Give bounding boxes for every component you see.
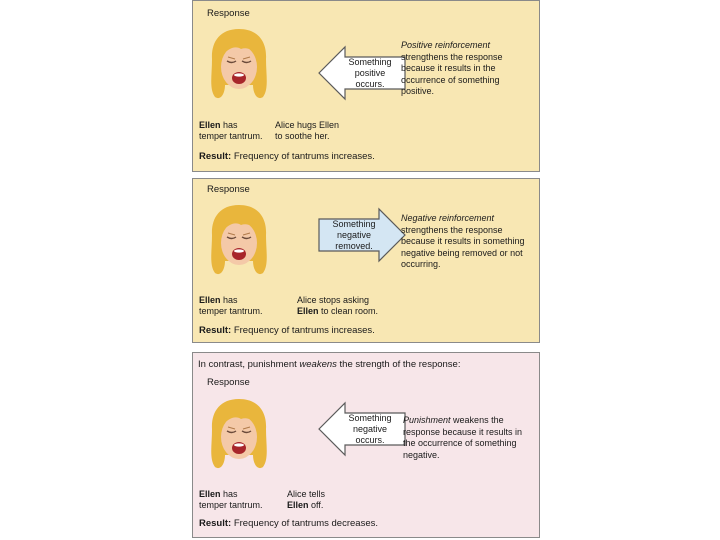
term: Punishment [403,415,451,425]
intro-text: In contrast, punishment [198,359,297,370]
punishment-panel [192,352,540,538]
result-label: Result: [199,325,232,336]
actor-name: Ellen [199,120,221,130]
description-text: weakens the response because it results in the occurrence of something negative. [403,415,523,460]
description-text: strengthens the response because it results in the occurrence of something positive. [401,51,503,96]
result-label: Result: [199,518,232,529]
consequence-caption [287,489,325,511]
actor-caption [199,295,263,317]
response-label: Response [207,8,250,19]
result-label: Result: [199,151,232,162]
result-text: Frequency of tantrums decreases. [233,518,378,529]
crying-child-face [207,397,271,473]
negative-reinforcement-panel [192,178,540,343]
left-arrow [317,45,407,101]
response-label: Response [207,184,250,195]
description [403,415,531,461]
description-text: strengthens the response because it results in something negative being removed or not occurring. [401,224,525,269]
arrow-label: Something positive occurs. [348,56,392,89]
result-line [199,325,375,337]
left-arrow [317,401,407,457]
term: Negative reinforcement [401,213,495,223]
consequence-line2: to clean room. [321,306,379,316]
result-line [199,151,375,163]
consequence-line1: Alice hugs Ellen [275,120,340,130]
positive-reinforcement-panel [192,0,540,172]
result-line [199,518,378,530]
consequence-line1: Alice stops asking [297,295,370,305]
crying-child-face [207,27,271,103]
result-text: Frequency of tantrums increases. [233,151,375,162]
result-text: Frequency of tantrums increases. [233,325,375,336]
consequence-caption [275,120,339,142]
actor-text: has temper tantrum. [199,489,263,510]
term: Positive reinforcement [401,40,491,50]
response-label: Response [207,377,250,388]
arrow-label: Something negative removed. [332,218,376,251]
description [401,213,529,271]
actor-text: has temper tantrum. [199,120,263,141]
consequence-line2: off. [311,500,324,510]
intro-text-end: the strength of the response: [339,359,461,370]
consequence-name: Ellen [287,500,309,510]
right-arrow [317,207,407,263]
consequence-line1: Alice tells [287,489,326,499]
intro-line [198,359,460,371]
consequence-caption [297,295,378,317]
actor-name: Ellen [199,295,221,305]
actor-caption [199,489,263,511]
description [401,40,529,98]
actor-name: Ellen [199,489,221,499]
consequence-line2: to soothe her. [275,131,330,141]
arrow-label: Something negative occurs. [348,412,392,445]
actor-caption [199,120,263,142]
crying-child-face [207,203,271,279]
intro-emphasis: weakens [299,359,337,370]
actor-text: has temper tantrum. [199,295,263,316]
consequence-name: Ellen [297,306,319,316]
